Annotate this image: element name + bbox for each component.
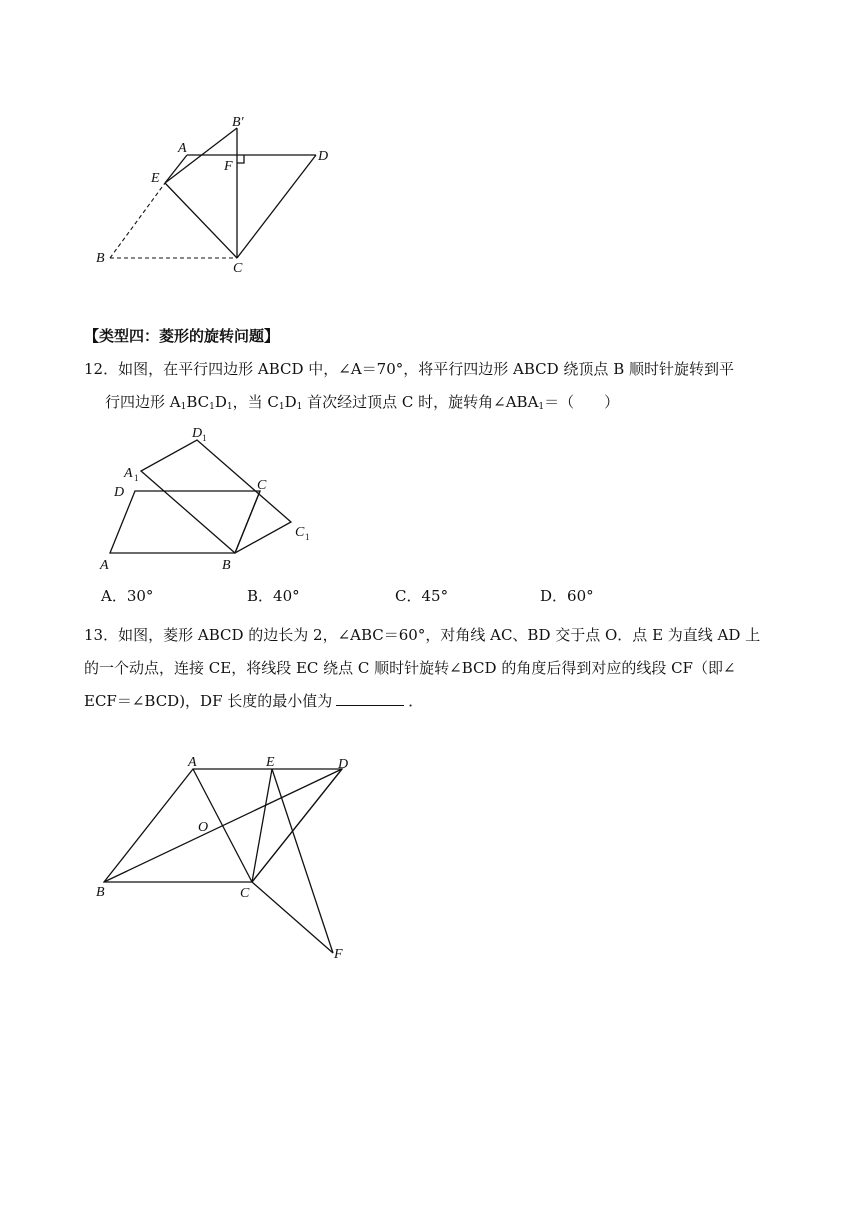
label-C: C <box>240 886 250 901</box>
label-A: A <box>188 755 197 770</box>
label-D1-sub: 1 <box>202 433 207 443</box>
q12-sub: 1 <box>209 402 215 412</box>
q12-text: 行四边形 A <box>105 393 181 411</box>
label-E: E <box>266 755 275 770</box>
q13-line2: 的一个动点，连接 CE，将线段 EC 绕点 C 顺时针旋转∠BCD 的角度后得到对应的线段 CF（即∠ <box>84 659 736 677</box>
q13-text: ECF＝∠BCD)，DF 长度的最小值为 <box>84 692 333 710</box>
segment-CD <box>252 769 342 882</box>
label-A1-sub: 1 <box>134 473 139 483</box>
label-C1: C <box>295 525 305 540</box>
label-A: A <box>100 558 109 573</box>
q13-number: 13． <box>84 626 119 644</box>
q12-text: D <box>214 393 227 411</box>
label-E: E <box>151 171 160 186</box>
q12-number: 12． <box>84 360 119 378</box>
q13-text: ． <box>408 692 424 710</box>
label-D: D <box>338 757 349 772</box>
label-B: B <box>222 558 231 573</box>
q12-text: ＝（ ） <box>544 393 620 411</box>
q12-sub: 1 <box>538 402 545 412</box>
label-F: F <box>224 159 233 174</box>
q12-option-c[interactable]: C．45° <box>395 587 449 605</box>
q12-option-a[interactable]: A．30° <box>101 587 154 605</box>
label-C: C <box>233 261 243 276</box>
q12-option-d[interactable]: D．60° <box>540 587 594 605</box>
label-D: D <box>318 149 329 164</box>
q12-sub: 1 <box>296 402 303 412</box>
q12-sub: 1 <box>180 402 187 412</box>
label-B-prime: B′ <box>232 115 244 130</box>
label-D1: D <box>192 426 203 441</box>
q12-sub: 1 <box>278 402 285 412</box>
q12-text: ，当 C <box>232 393 279 411</box>
segment-EC <box>252 769 272 882</box>
label-O: O <box>198 820 209 835</box>
label-A1: A <box>124 466 133 481</box>
label-B: B <box>96 251 105 266</box>
q12-text: 首次经过顶点 C 时，旋转角∠ABA <box>302 393 539 411</box>
q12-text: BC <box>186 393 210 411</box>
section-heading: 【类型四：菱形的旋转问题】 <box>84 327 280 345</box>
label-F: F <box>334 947 343 962</box>
q12-text-line1: 如图，在平行四边形 ABCD 中，∠A＝70°，将平行四边形 ABCD 绕顶点 B 顺时针旋转到平 <box>118 360 734 378</box>
label-C: C <box>257 478 267 493</box>
segment-EF <box>272 769 333 953</box>
label-D: D <box>114 485 125 500</box>
label-C1-sub: 1 <box>305 532 310 542</box>
label-B: B <box>96 885 105 900</box>
q12-text: D <box>284 393 297 411</box>
q12-option-b[interactable]: B．40° <box>247 587 300 605</box>
q12-sub: 1 <box>226 402 233 412</box>
diagonal-BD <box>104 769 342 882</box>
label-A: A <box>178 141 187 156</box>
q13-text-line1: 如图，菱形 ABCD 的边长为 2，∠ABC＝60°，对角线 AC、BD 交于点 O．点 E 为直线 AD 上 <box>118 626 761 644</box>
